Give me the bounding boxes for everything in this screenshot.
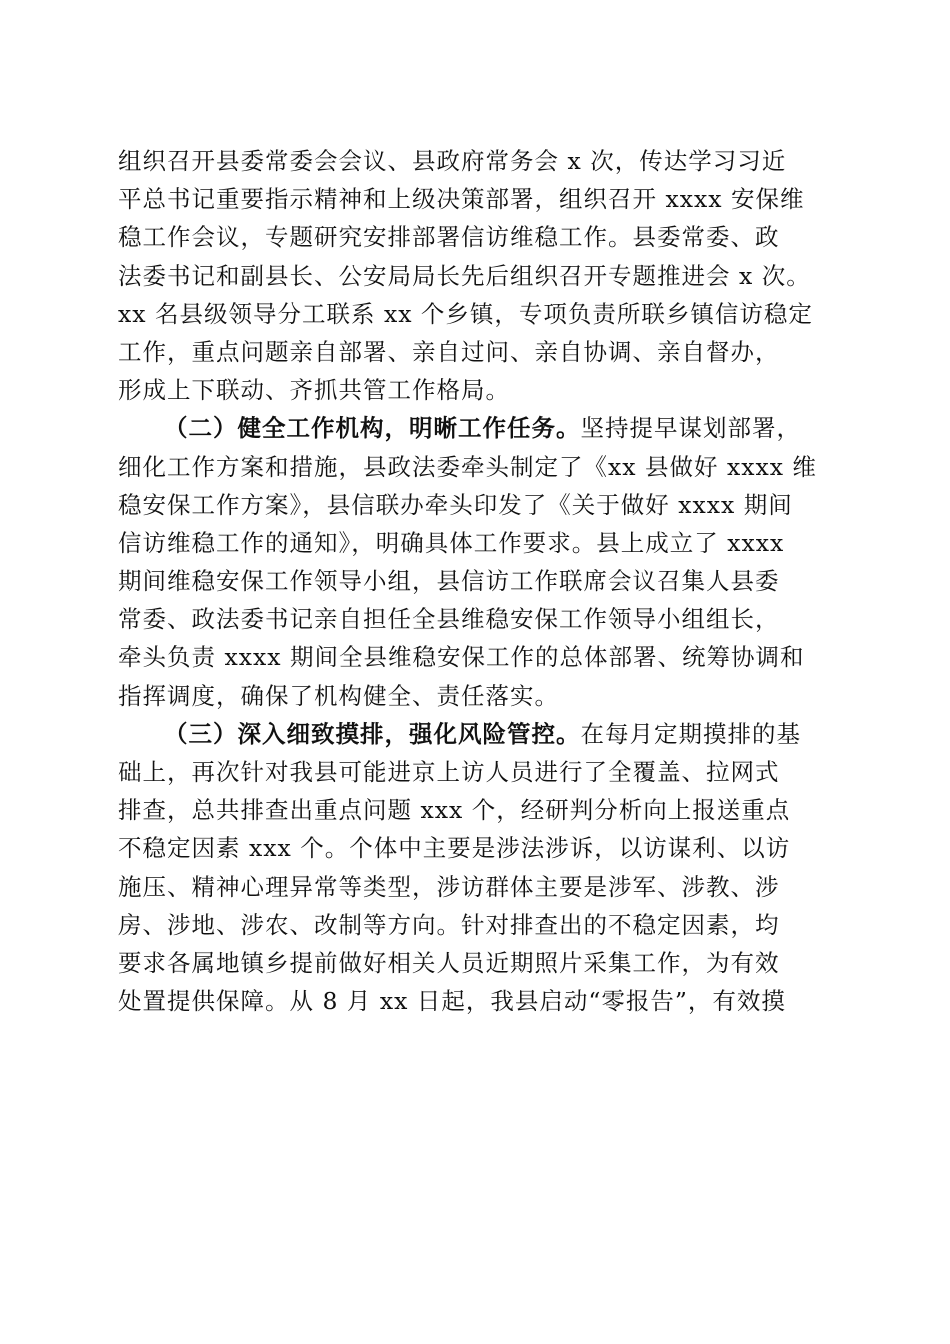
text-run: 在每月定期摸排的基 bbox=[580, 719, 801, 748]
text-line: 组织召开县委常委会会议、县政府常务会 x 次，传达学习习近 bbox=[118, 147, 787, 175]
paragraph-3 bbox=[118, 715, 834, 1021]
text-line: 平总书记重要指示精神和上级决策部署，组织召开 xxxx 安保维 bbox=[118, 185, 805, 214]
text-line: 要求各属地镇乡提前做好相关人员近期照片采集工作，为有效 bbox=[118, 948, 780, 977]
text-line: 期间维稳安保工作领导小组，县信访工作联席会议召集人县委 bbox=[118, 567, 780, 596]
text-line: 指挥调度，确保了机构健全、责任落实。 bbox=[118, 681, 559, 710]
document-body bbox=[118, 142, 834, 1020]
text-run: 坚持提早谋划部署， bbox=[580, 414, 801, 443]
section-heading: （三）深入细致摸排，强化风险管控。 bbox=[164, 719, 581, 748]
text-line: 法委书记和副县长、公安局局长先后组织召开专题推进会 x 次。 bbox=[118, 261, 811, 290]
text-line: 稳工作会议，专题研究安排部署信访维稳工作。县委常委、政 bbox=[118, 223, 780, 252]
text-line: 不稳定因素 xxx 个。个体中主要是涉法涉诉，以访谋利、以访 bbox=[118, 834, 791, 863]
text-line: 常委、政法委书记亲自担任全县维稳安保工作领导小组组长， bbox=[118, 605, 780, 634]
paragraph-2 bbox=[118, 409, 834, 715]
text-line: xx 名县级领导分工联系 xx 个乡镇，专项负责所联乡镇信访稳定 bbox=[118, 299, 813, 328]
paragraph-1 bbox=[118, 142, 834, 409]
text-line: 施压、精神心理异常等类型，涉访群体主要是涉军、涉教、涉 bbox=[118, 872, 780, 901]
text-line: 形成上下联动、齐抓共管工作格局。 bbox=[118, 376, 510, 405]
text-line: 础上，再次针对我县可能进京上访人员进行了全覆盖、拉网式 bbox=[118, 758, 780, 786]
text-line: 排查，总共排查出重点问题 xxx 个，经研判分析向上报送重点 bbox=[118, 796, 791, 825]
text-line: 细化工作方案和措施，县政法委牵头制定了《xx 县做好 xxxx 维 bbox=[118, 452, 817, 481]
paragraph-first-line bbox=[118, 409, 834, 447]
text-line: 房、涉地、涉农、改制等方向。针对排查出的不稳定因素，均 bbox=[118, 910, 780, 939]
text-line: 工作，重点问题亲自部署、亲自过问、亲自协调、亲自督办， bbox=[118, 337, 780, 366]
paragraph-first-line bbox=[118, 715, 834, 753]
text-line: 稳安保工作方案》，县信联办牵头印发了《关于做好 xxxx 期间 bbox=[118, 490, 793, 519]
text-line: 牵头负责 xxxx 期间全县维稳安保工作的总体部署、统筹协调和 bbox=[118, 643, 805, 672]
text-line: 信访维稳工作的通知》，明确具体工作要求。县上成立了 xxxx bbox=[118, 528, 785, 557]
section-heading: （二）健全工作机构，明晰工作任务。 bbox=[164, 414, 581, 443]
text-line: 处置提供保障。从 8 月 xx 日起，我县启动“零报告”，有效摸 bbox=[118, 987, 786, 1016]
